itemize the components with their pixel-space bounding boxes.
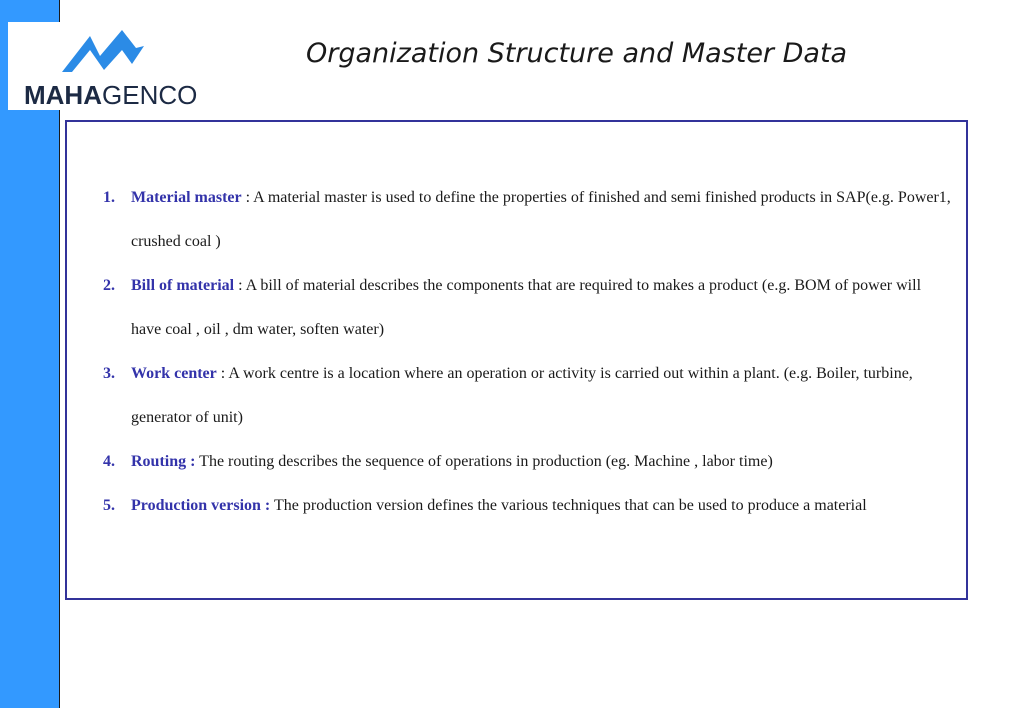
list-item [103,176,953,264]
item-term: Routing : [131,453,196,470]
list-item [103,264,953,352]
item-description: A material master is used to define the properties of finished and semi finished products in SAP(e.g. Power1, crushed coal ) [131,189,951,250]
item-number: 3. [103,365,115,382]
item-description: A work centre is a location where an operation or activity is carried out within a plant. (e.g. Boiler, turbine, generator of unit) [131,365,913,426]
item-separator: : [241,189,254,206]
page-title: Organization Structure and Master Data [306,38,848,69]
logo-maha: MAHA [24,80,102,110]
item-term: Production version : [131,497,271,514]
item-separator: : [216,365,229,382]
item-description: A bill of material describes the components that are required to makes a product (e.g. BOM of power will have coal , oil , dm water, soften water) [131,277,922,338]
lightning-mountain-icon [60,26,150,78]
item-number: 5. [103,497,115,514]
definitions-list [103,176,953,528]
company-logo [8,22,196,110]
item-number: 2. [103,277,115,294]
list-item [103,352,953,440]
item-term: Bill of material [131,277,235,294]
item-number: 1. [103,189,115,206]
item-description: The routing describes the sequence of operations in production (eg. Machine , labor time) [199,453,773,470]
item-number: 4. [103,453,115,470]
definitions-panel [65,120,968,600]
list-item [103,440,953,484]
logo-genco: GENCO [102,80,198,110]
item-term: Work center [131,365,217,382]
logo-wordmark [24,80,197,110]
item-description: The production version defines the various techniques that can be used to produce a material [273,497,867,514]
list-item [103,484,953,528]
item-separator: : [234,277,246,294]
item-term: Material master [131,189,242,206]
